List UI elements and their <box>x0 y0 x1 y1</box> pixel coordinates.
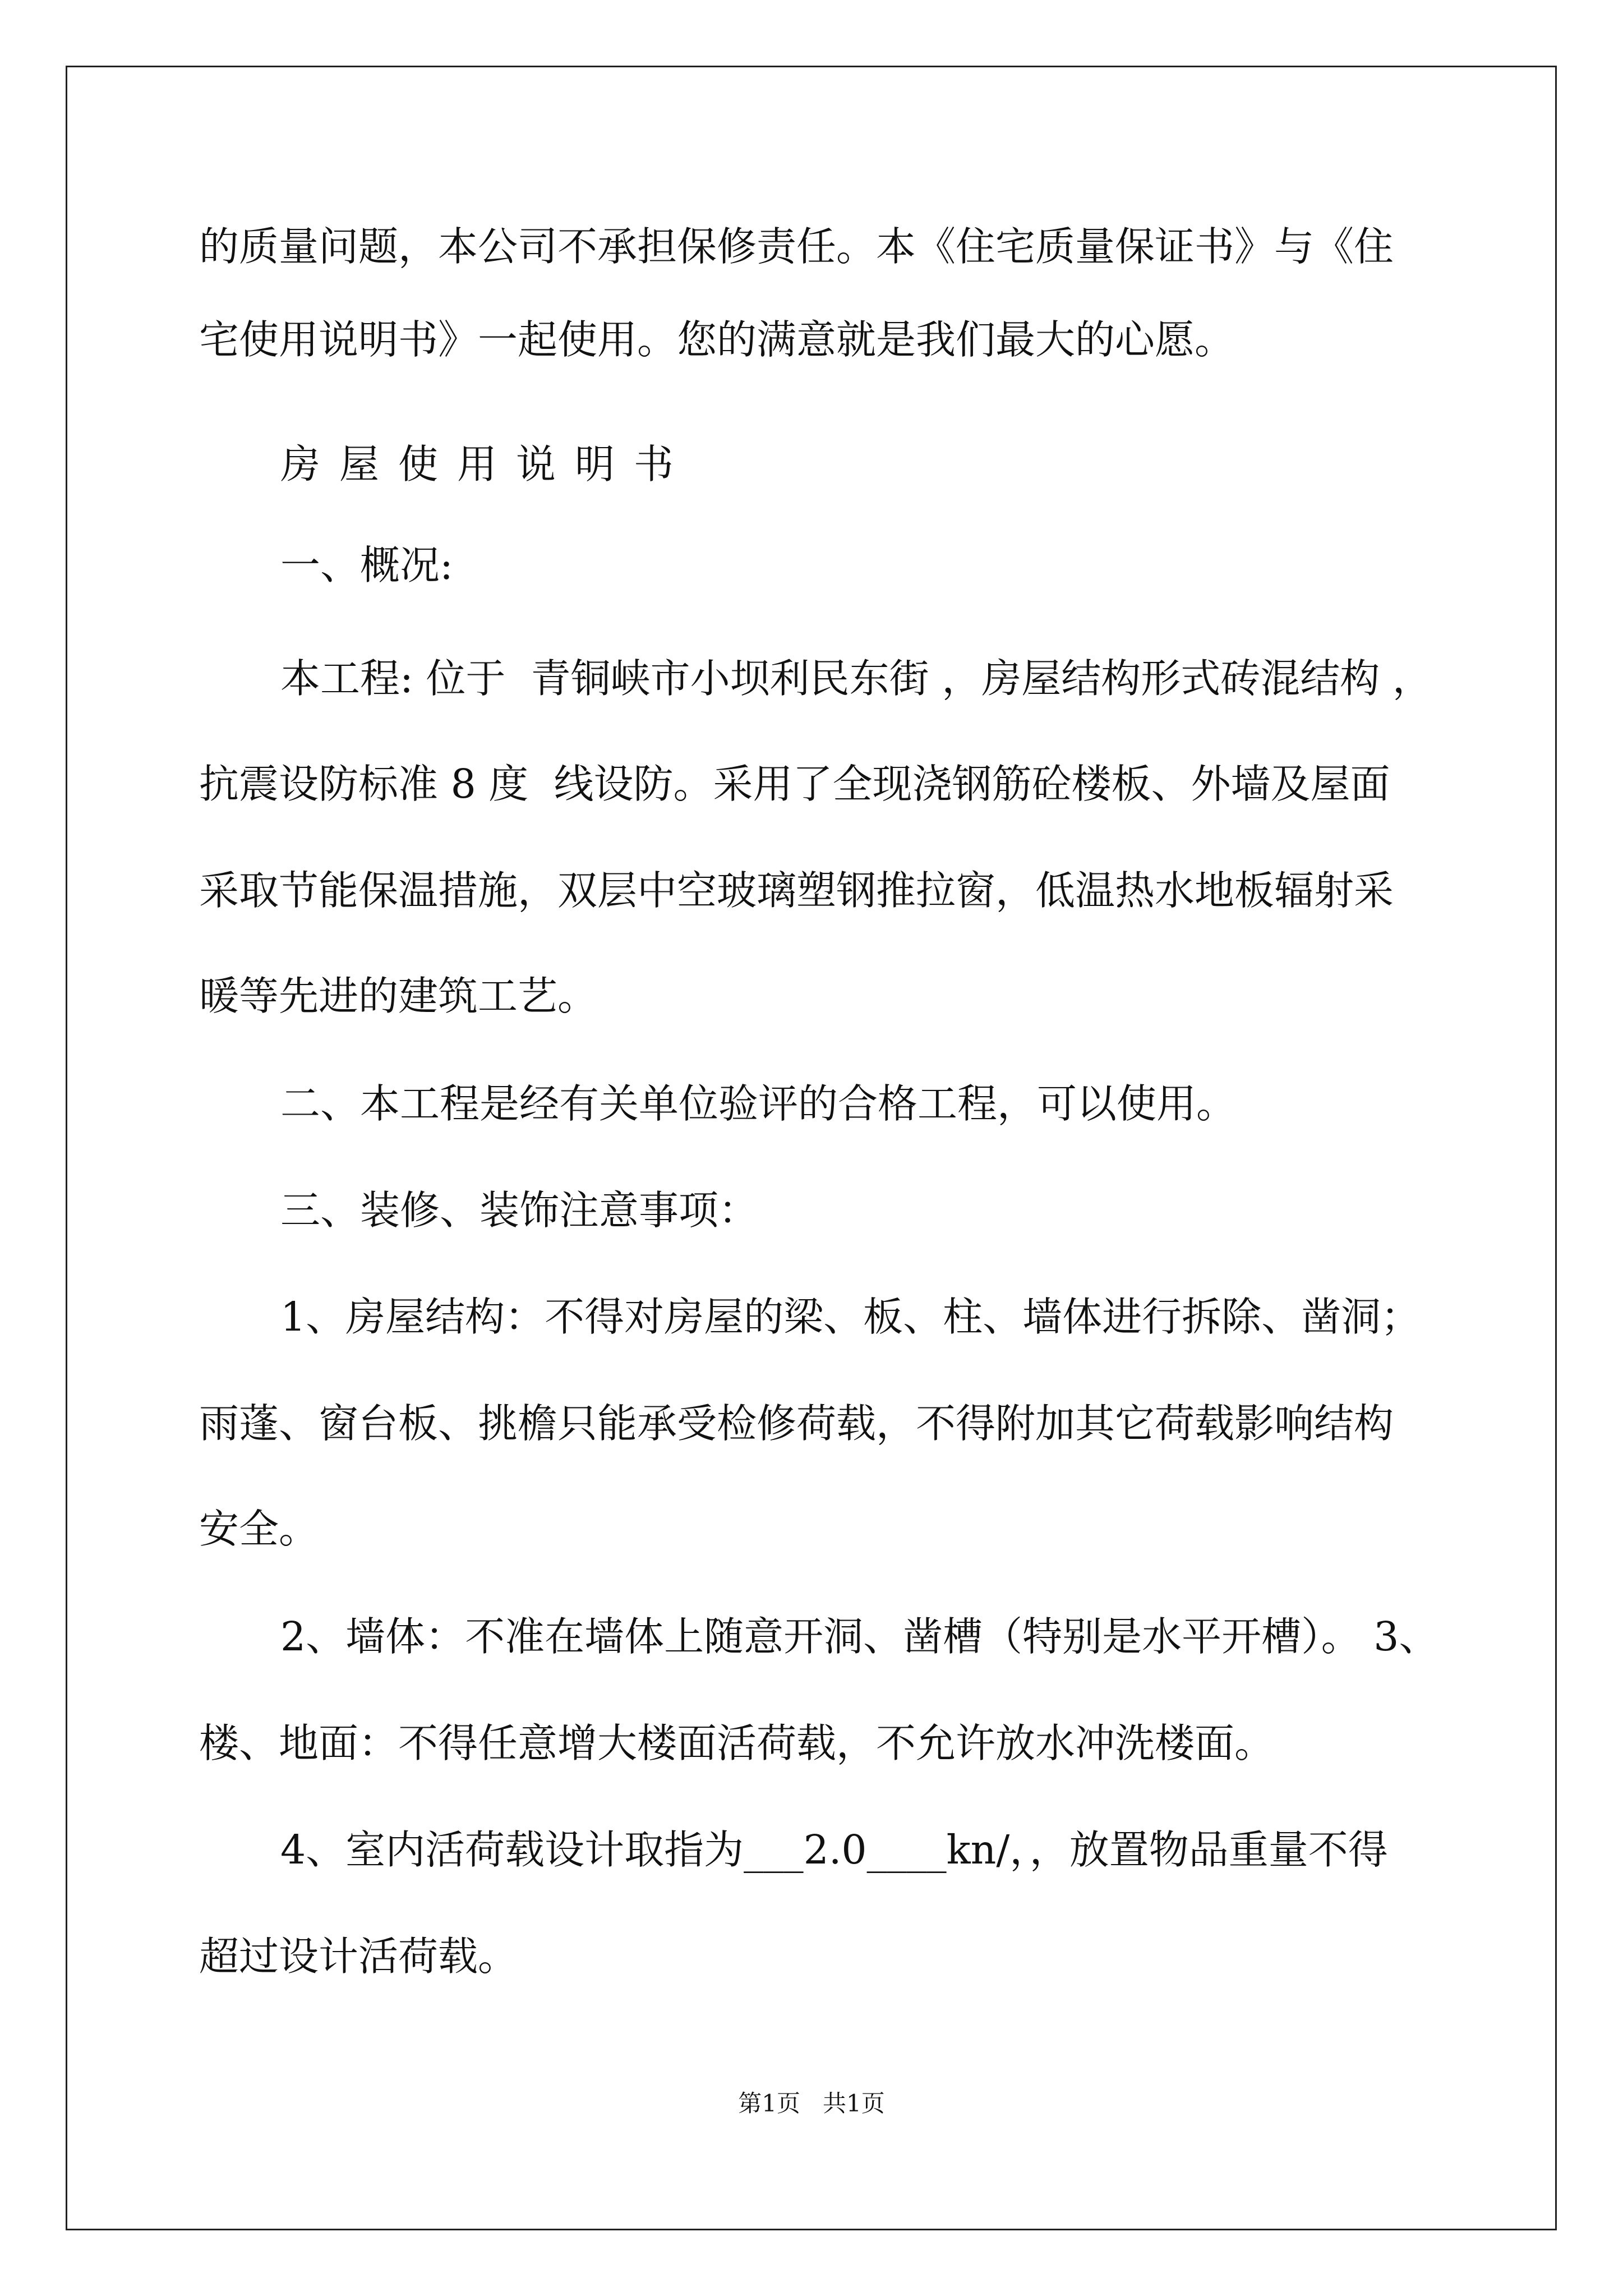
text-line: 抗震设防标准 8 度 线设防。采用了全现浇钢筋砼楼板、外墙及屋面 <box>199 761 1390 807</box>
section-heading: 房屋使用说明书 <box>280 441 693 487</box>
text-line: 雨蓬、窗台板、挑檐只能承受检修荷载，不得附加其它荷载影响结构 <box>199 1400 1394 1447</box>
text-line: 暖等先进的建筑工艺。 <box>199 973 598 1019</box>
text-line: 本工程: 位于 青铜峡市小坝利民东街 ，房屋结构形式砖混结构 ， <box>280 655 1432 702</box>
text-line: 二、本工程是经有关单位验评的合格工程，可以使用。 <box>280 1080 1237 1127</box>
text-line: 1、房屋结构：不得对房屋的梁、板、柱、墙体进行拆除、凿洞； <box>280 1294 1421 1340</box>
text-line: 2、墙体：不准在墙体上随意开洞、凿槽（特别是水平开槽）。 3、 <box>280 1613 1439 1660</box>
section-heading: 三、装修、装饰注意事项： <box>280 1187 759 1234</box>
text-line: 4、室内活荷载设计取指为___2.0____kn/，，放置物品重量不得 <box>280 1826 1388 1873</box>
page-footer: 第1页 共1页 <box>738 2090 885 2117</box>
page-border <box>66 66 1557 2230</box>
text-line: 的质量问题，本公司不承担保修责任。本《住宅质量保证书》与《住 <box>199 223 1394 270</box>
text-line: 宅使用说明书》一起使用。您的满意就是我们最大的心愿。 <box>199 316 1235 363</box>
text-line: 安全。 <box>199 1506 319 1552</box>
text-line: 采取节能保温措施，双层中空玻璃塑钢推拉窗，低温热水地板辐射采 <box>199 867 1394 914</box>
text-line: 超过设计活荷载。 <box>199 1933 518 1980</box>
section-heading: 一、概况: <box>280 542 453 588</box>
text-line: 楼、地面：不得任意增大楼面活荷载，不允许放水冲洗楼面。 <box>199 1720 1275 1766</box>
